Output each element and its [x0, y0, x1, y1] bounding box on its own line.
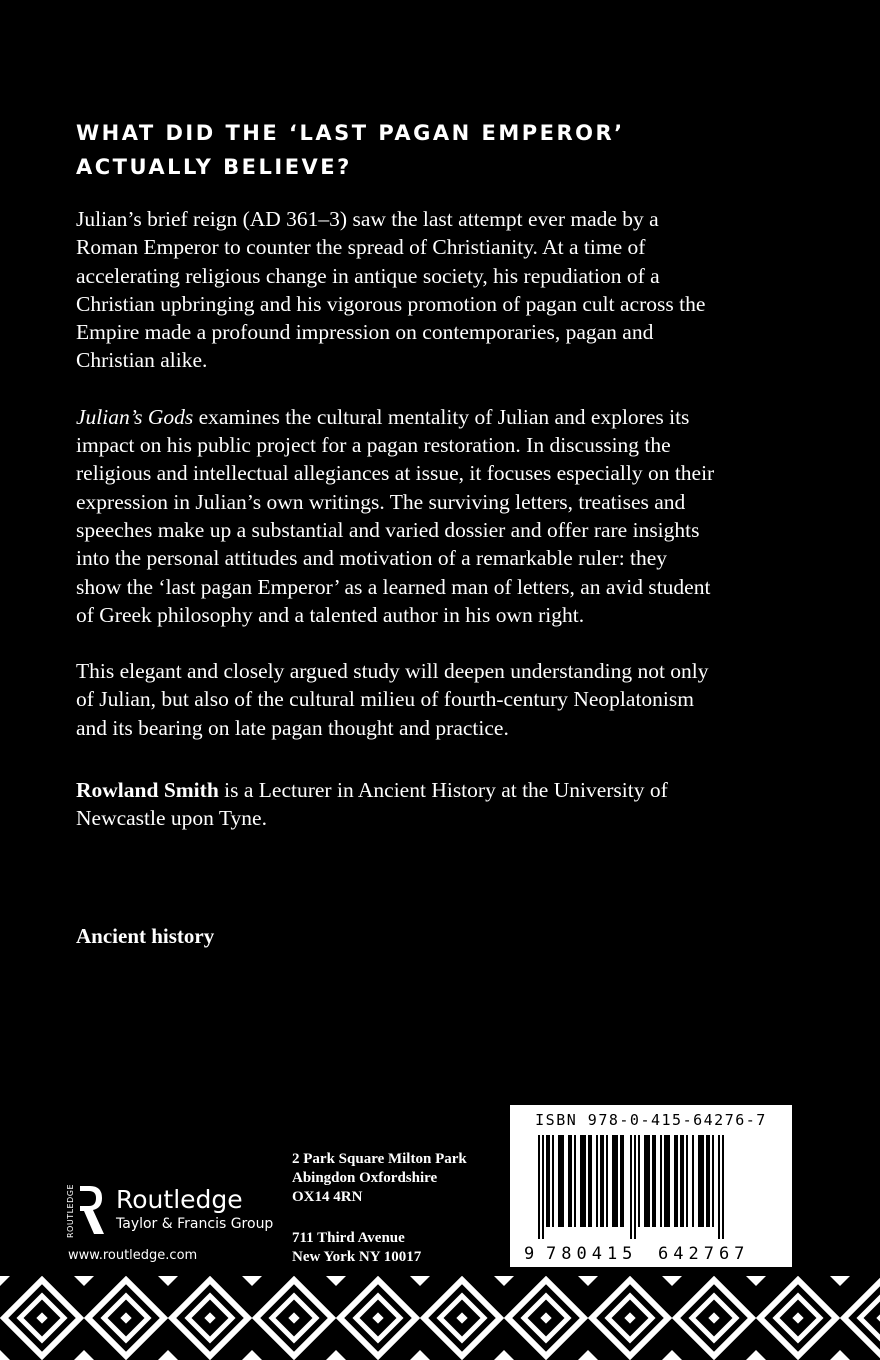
author-bio-text: is a Lecturer in Ancient History at the University of Newcastle upon Tyne.	[76, 778, 668, 831]
barcode-digits-right: 642767	[658, 1244, 750, 1264]
publisher-name: Routledge	[116, 1185, 243, 1214]
address-uk-line-1: 2 Park Square Milton Park	[292, 1151, 467, 1167]
barcode-bar	[542, 1135, 544, 1239]
publisher-website[interactable]: www.routledge.com	[68, 1248, 198, 1263]
blurb-paragraph-1: Julian’s brief reign (AD 361–3) saw the last attempt ever made by a Roman Emperor to counter the spread of Christianity. At a time of accelerating religious change in antique society, his repudiation of a Christian upbringing and his vigorous promotion of pagan cult across the Empire made a profound impression on contemporaries, pagan and Christian alike.	[76, 207, 706, 373]
barcode-bar	[568, 1135, 572, 1227]
address-us-line-2: New York NY 10017	[292, 1249, 422, 1265]
barcode-bar	[538, 1135, 540, 1239]
barcode-bar	[706, 1135, 710, 1227]
barcode-bar	[558, 1135, 564, 1227]
barcode-bar	[634, 1135, 636, 1239]
barcode-bar	[620, 1135, 624, 1227]
barcode-bar	[680, 1135, 684, 1227]
address-uk-line-3: OX14 4RN	[292, 1189, 363, 1205]
author-bio	[76, 776, 716, 833]
barcode-digits-left: 780415	[546, 1244, 638, 1264]
cover-headline: WHAT DID THE ‘LAST PAGAN EMPEROR’ ACTUALLY BELIEVE?	[76, 121, 625, 179]
barcode-bar	[686, 1135, 688, 1227]
barcode-bar	[600, 1135, 604, 1227]
barcode-bar	[630, 1135, 632, 1239]
barcode-bar	[664, 1135, 670, 1227]
barcode-bar	[644, 1135, 650, 1227]
isbn-label: ISBN 978-0-415-64276-7	[535, 1111, 767, 1129]
blurb	[76, 205, 716, 861]
routledge-r-icon	[66, 1182, 110, 1238]
barcode-bar	[588, 1135, 592, 1227]
blurb-paragraph-2-text: examines the cultural mentality of Julian and explores its impact on his public project for a pagan restoration. In discussing the religious and intellectual allegiances at issue, it focuses especially on their expression in Julian’s own writings. The surviving letters, treatises and speeches make up a substantial and varied dossier and offer rare insights into the personal attitudes and motivation of a remarkable ruler: they show the ‘last pagan Emperor’ as a learned man of letters, an avid student of Greek philosophy and a talented author in his own right.	[76, 404, 715, 627]
barcode-bar	[722, 1135, 724, 1239]
barcode-bar	[638, 1135, 640, 1227]
routledge-vertical-text: ROUTLEDGE	[66, 1183, 75, 1238]
address-uk-line-2: Abingdon Oxfordshire	[292, 1170, 438, 1186]
publisher-text	[116, 1186, 273, 1234]
subject-category: Ancient history	[76, 924, 215, 948]
address-us-line-1: 711 Third Avenue	[292, 1230, 405, 1246]
barcode-bar	[660, 1135, 662, 1227]
publisher-address	[292, 1150, 467, 1267]
routledge-mark	[66, 1182, 110, 1238]
barcode-bar	[712, 1135, 714, 1227]
blurb-paragraph-2	[76, 403, 716, 629]
decorative-pattern	[0, 1276, 880, 1360]
blurb-paragraph-3: This elegant and closely argued study will deepen understanding not only of Julian, but also of the cultural milieu of fourth-century Neoplatonism and its bearing on late pagan thought and practice.	[76, 659, 709, 740]
barcode-bar	[698, 1135, 704, 1227]
barcode-bar	[552, 1135, 554, 1227]
barcode-digit-first: 9	[524, 1244, 535, 1264]
isbn-barcode-box	[510, 1105, 792, 1267]
barcode-bar	[546, 1135, 550, 1227]
barcode-bar	[606, 1135, 608, 1227]
barcode-bar	[574, 1135, 576, 1227]
barcode-bar	[652, 1135, 656, 1227]
publisher-logo	[66, 1182, 273, 1238]
publisher-group: Taylor & Francis Group	[116, 1216, 274, 1232]
barcode	[510, 1131, 792, 1267]
barcode-bar	[612, 1135, 618, 1227]
barcode-bar	[596, 1135, 598, 1227]
barcode-bar	[674, 1135, 678, 1227]
barcode-bar	[718, 1135, 720, 1239]
barcode-bar	[692, 1135, 694, 1227]
book-title: Julian’s Gods	[76, 404, 194, 429]
author-name: Rowland Smith	[76, 778, 219, 803]
barcode-bar	[580, 1135, 586, 1227]
